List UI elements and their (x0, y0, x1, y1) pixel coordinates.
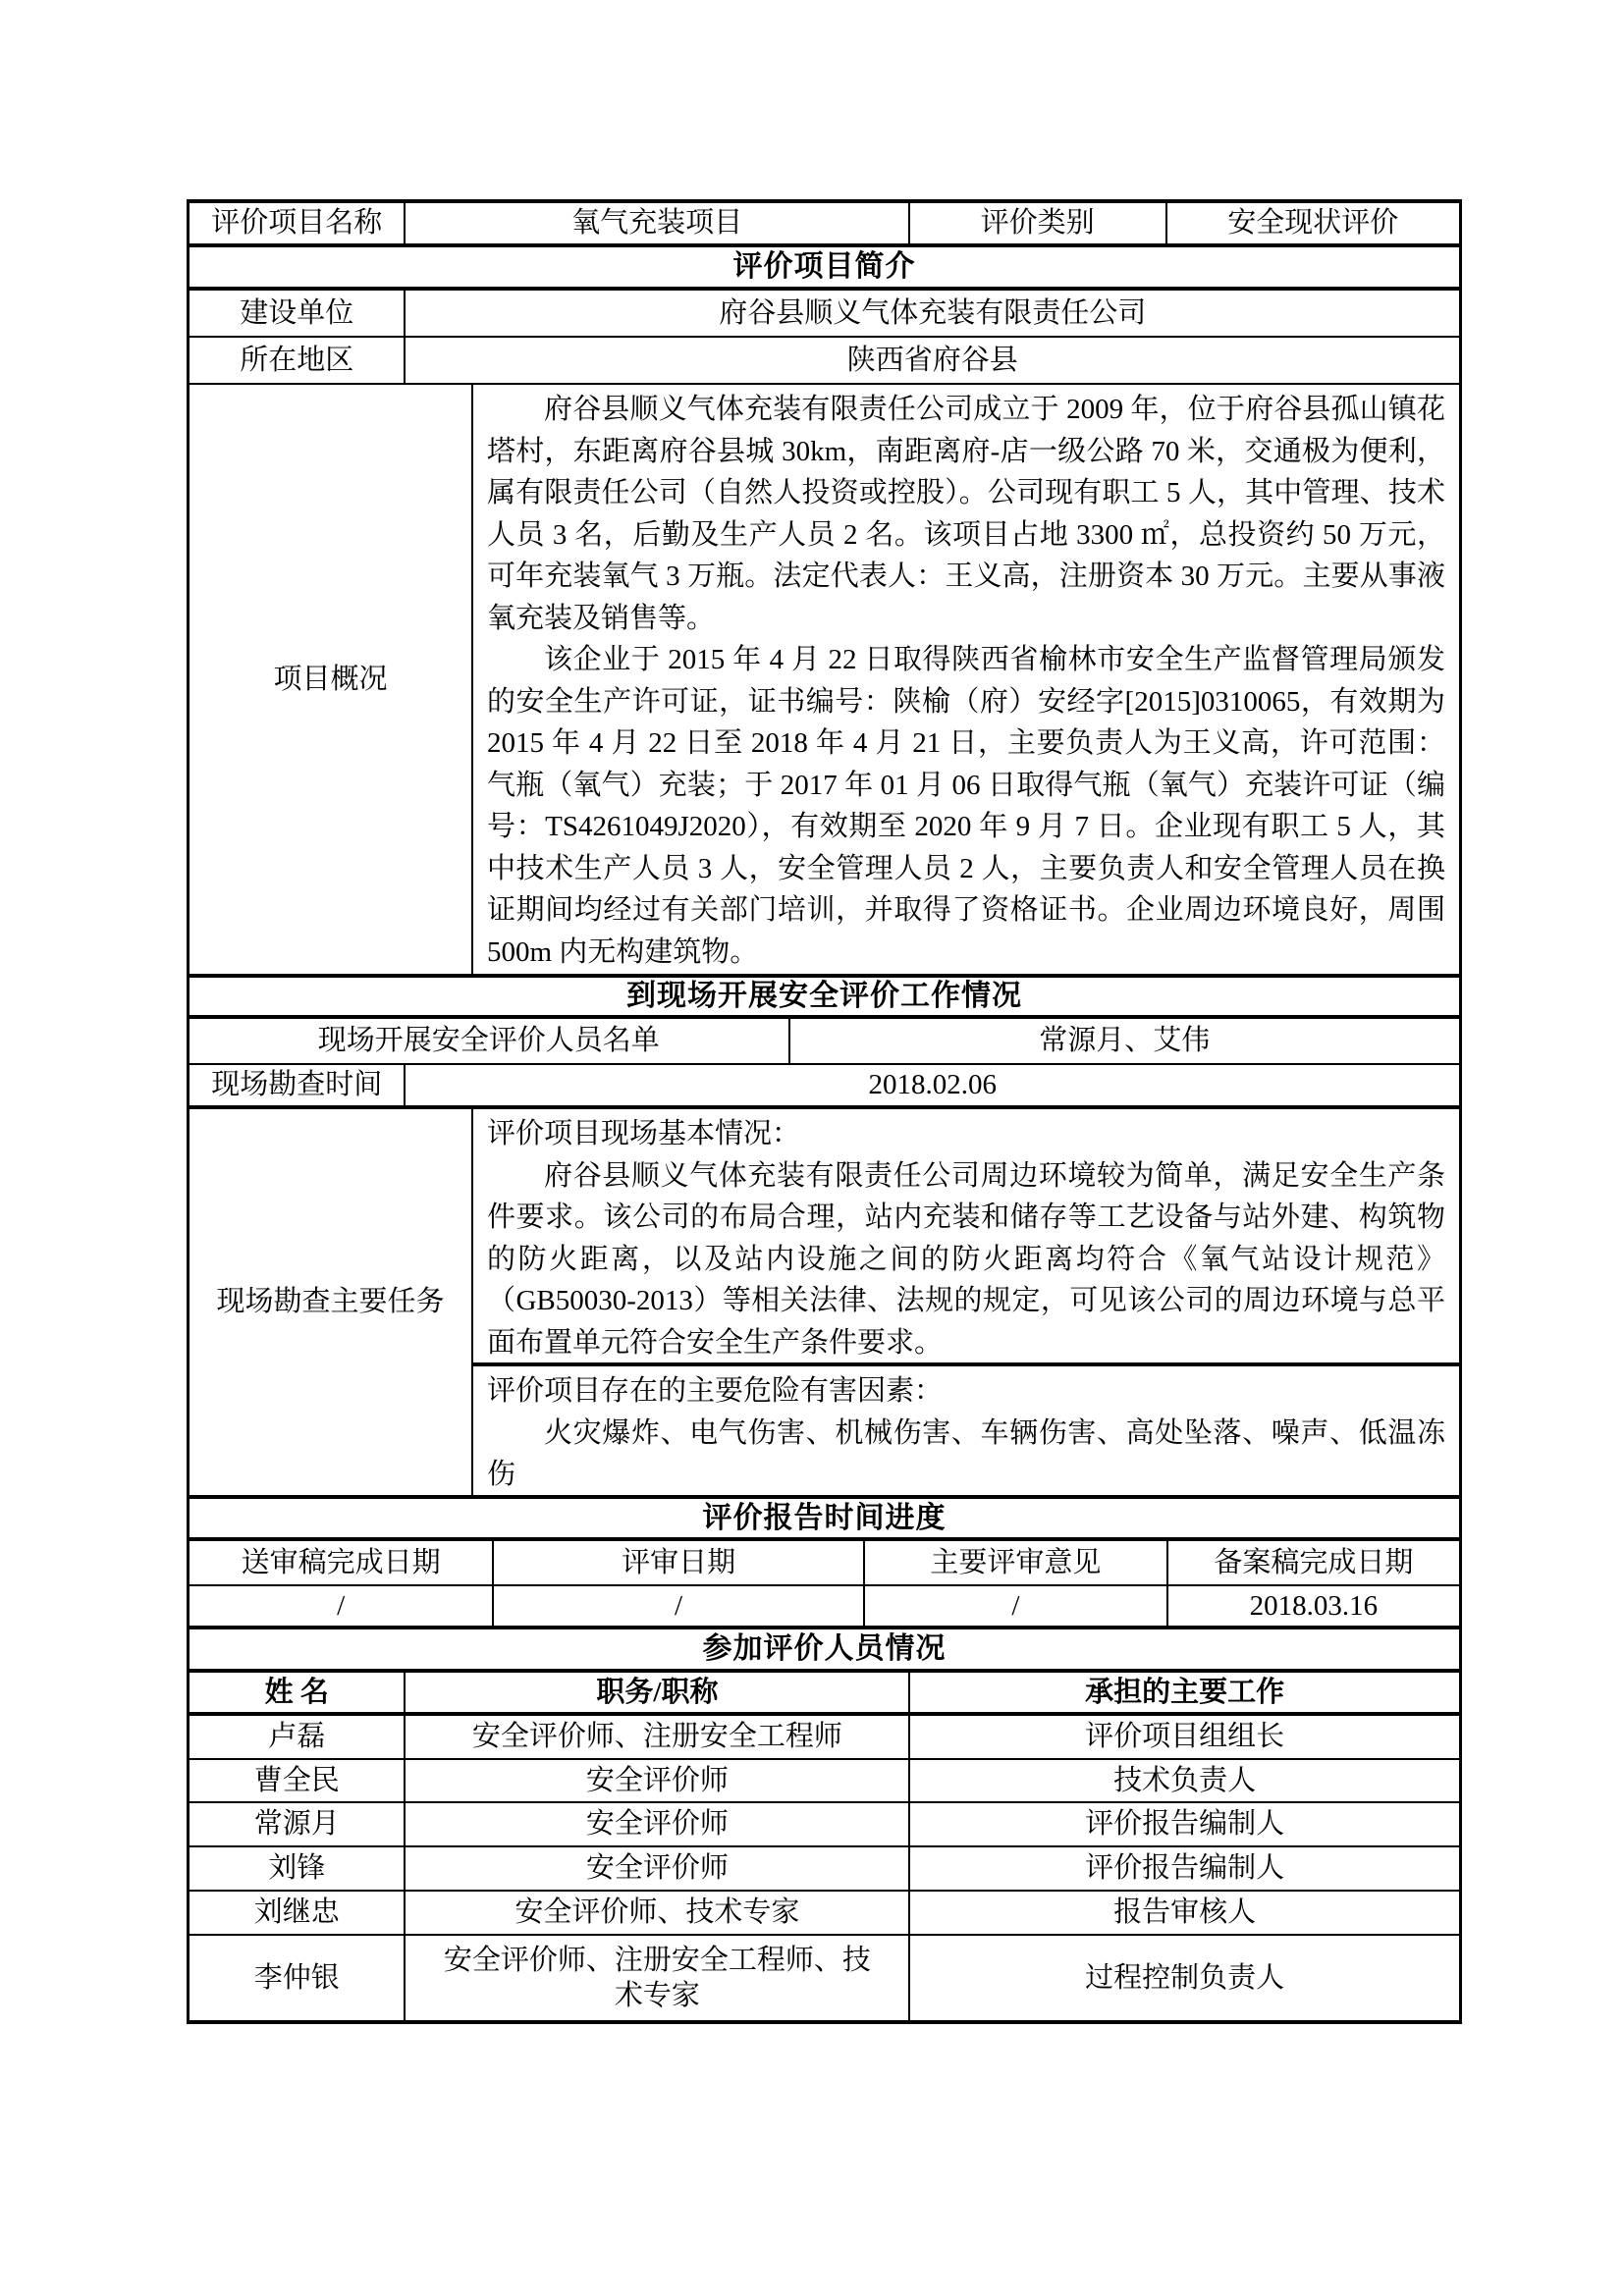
person-work: 评价报告编制人 (1085, 1852, 1285, 1885)
hazards-cell (473, 1366, 1459, 1495)
people-header-name: 姓 名 (189, 1673, 406, 1712)
person-name: 常源月 (189, 1803, 406, 1845)
person-title: 安全评价师 (406, 1760, 910, 1801)
survey-date-row (189, 1065, 1459, 1109)
survey-date-value: 2018.02.06 (868, 1069, 997, 1101)
construction-unit-row (189, 291, 1459, 338)
project-overview-paragraph-2: 该企业于 2015 年 4 月 22 日取得陕西省榆林市安全生产监督管理局颁发的安全生产许可证，证书编号：陕榆（府）安经字[2015]0310065，有效期为 2015 年 4 月 22 日至 2018 年 4 月 21 日，主要负责人为王义高，许可范围：气瓶（氧气）充装；于 2017 年 01 月 06 日取得气瓶（氧气）充装许可证（编号：TS4261049J2020），有效期至 2020 年 9 月 7 日。企业现有职工 5 人，其中技术生产人员 3 人，安全管理人员 2 人，主要负责人和安全管理人员在换证期间均经过有关部门培训，并取得了资格证书。企业周边环境良好，周围 500m 内无构建筑物。 (486, 644, 1445, 968)
schedule-header-review-date: 评审日期 (494, 1541, 865, 1584)
survey-tasks-label: 现场勘查主要任务 (189, 1109, 473, 1495)
location-value: 陕西省府谷县 (846, 344, 1018, 376)
survey-tasks-content (473, 1109, 1459, 1495)
person-row (189, 1936, 1459, 2020)
schedule-header-review-opinion: 主要评审意见 (865, 1541, 1168, 1584)
person-name: 李仲银 (189, 1936, 406, 2020)
person-work: 评价报告编制人 (1085, 1808, 1285, 1841)
project-overview-text (473, 385, 1459, 974)
schedule-value-draft-date: / (189, 1586, 494, 1626)
person-name: 刘锋 (189, 1847, 406, 1890)
person-work: 技术负责人 (1113, 1764, 1257, 1796)
person-row (189, 1847, 1459, 1892)
section-site-evaluation-row (189, 978, 1459, 1019)
construction-unit-label: 建设单位 (189, 291, 406, 336)
safety-evaluation-table (187, 199, 1462, 2024)
survey-date-label: 现场勘查时间 (189, 1065, 406, 1105)
section-project-intro-row (189, 247, 1459, 291)
location-row (189, 338, 1459, 385)
location-label: 所在地区 (189, 338, 406, 383)
project-name-value: 氧气充装项目 (406, 203, 909, 243)
evaluation-type-value: 安全现状评价 (1227, 207, 1399, 240)
person-row (189, 1760, 1459, 1803)
schedule-value-review-opinion: / (865, 1586, 1168, 1626)
project-overview-label: 项目概况 (189, 385, 473, 974)
people-header-work: 承担的主要工作 (1085, 1676, 1285, 1708)
person-title: 安全评价师、技术专家 (406, 1892, 910, 1934)
project-overview-row (189, 385, 1459, 978)
people-header-row (189, 1673, 1459, 1716)
person-row (189, 1892, 1459, 1936)
schedule-value-row (189, 1586, 1459, 1629)
hazards-body: 火灾爆炸、电气伤害、机械伤害、车辆伤害、高处坠落、噪声、低温冻伤 (486, 1416, 1445, 1490)
site-basic-info-cell (473, 1109, 1459, 1366)
schedule-header-draft-date: 送审稿完成日期 (189, 1541, 494, 1584)
person-title: 安全评价师、注册安全工程师、技术专家 (406, 1936, 910, 2020)
site-staff-row (189, 1019, 1459, 1065)
project-overview-paragraph-1: 府谷县顺义气体充装有限责任公司成立于 2009 年，位于府谷县孤山镇花塔村，东距离府谷县城 30km，南距离府-店一级公路 70 米，交通极为便利，属有限责任公司（自然人投资或控股）。公司现有职工 5 人，其中管理、技术人员 3 名，后勤及生产人员 2 名。该项目占地 3300 ㎡，总投资约 50 万元，可年充装氧气 3 万瓶。法定代表人：王义高，注册资本 30 万元。主要从事液氧充装及销售等。 (486, 394, 1445, 634)
project-name-label: 评价项目名称 (189, 203, 406, 243)
section-project-intro-title: 评价项目简介 (732, 250, 916, 284)
person-title: 安全评价师、注册安全工程师 (406, 1716, 910, 1758)
hazards-title: 评价项目存在的主要危险有害因素： (486, 1375, 943, 1407)
section-participants-title: 参加评价人员情况 (702, 1632, 947, 1666)
site-staff-value: 常源月、艾伟 (1039, 1025, 1211, 1057)
people-header-title: 职务/职称 (406, 1673, 910, 1712)
person-row (189, 1803, 1459, 1847)
survey-tasks-row (189, 1109, 1459, 1499)
schedule-header-row (189, 1541, 1459, 1586)
schedule-value-record-date: 2018.03.16 (1249, 1589, 1379, 1622)
section-participants-row (189, 1629, 1459, 1673)
construction-unit-value: 府谷县顺义气体充装有限责任公司 (719, 296, 1147, 329)
person-name: 刘继忠 (189, 1892, 406, 1934)
schedule-header-record-date: 备案稿完成日期 (1214, 1546, 1414, 1578)
site-staff-label: 现场开展安全评价人员名单 (189, 1019, 790, 1063)
person-work: 过程控制负责人 (1085, 1961, 1285, 1994)
evaluation-type-label: 评价类别 (910, 203, 1167, 243)
person-work: 报告审核人 (1113, 1896, 1257, 1929)
project-name-row (189, 203, 1459, 247)
person-row (189, 1716, 1459, 1760)
section-site-evaluation-title: 到现场开展安全评价工作情况 (626, 980, 1022, 1013)
site-basic-info-title: 评价项目现场基本情况： (486, 1118, 800, 1149)
person-work: 评价项目组组长 (1085, 1721, 1285, 1753)
person-title: 安全评价师 (406, 1803, 910, 1845)
person-title: 安全评价师 (406, 1847, 910, 1890)
schedule-value-review-date: / (494, 1586, 865, 1626)
section-report-schedule-row (189, 1499, 1459, 1541)
person-name: 卢磊 (189, 1716, 406, 1758)
section-report-schedule-title: 评价报告时间进度 (702, 1501, 947, 1534)
person-name: 曹全民 (189, 1760, 406, 1801)
site-basic-info-body: 府谷县顺义气体充装有限责任公司周边环境较为简单，满足安全生产条件要求。该公司的布局合理，站内充装和储存等工艺设备与站外建、构筑物的防火距离，以及站内设施之间的防火距离均符合《氧气站设计规范》（GB50030-2013）等相关法律、法规的规定，可见该公司的周边环境与总平面布置单元符合安全生产条件要求。 (486, 1159, 1445, 1359)
